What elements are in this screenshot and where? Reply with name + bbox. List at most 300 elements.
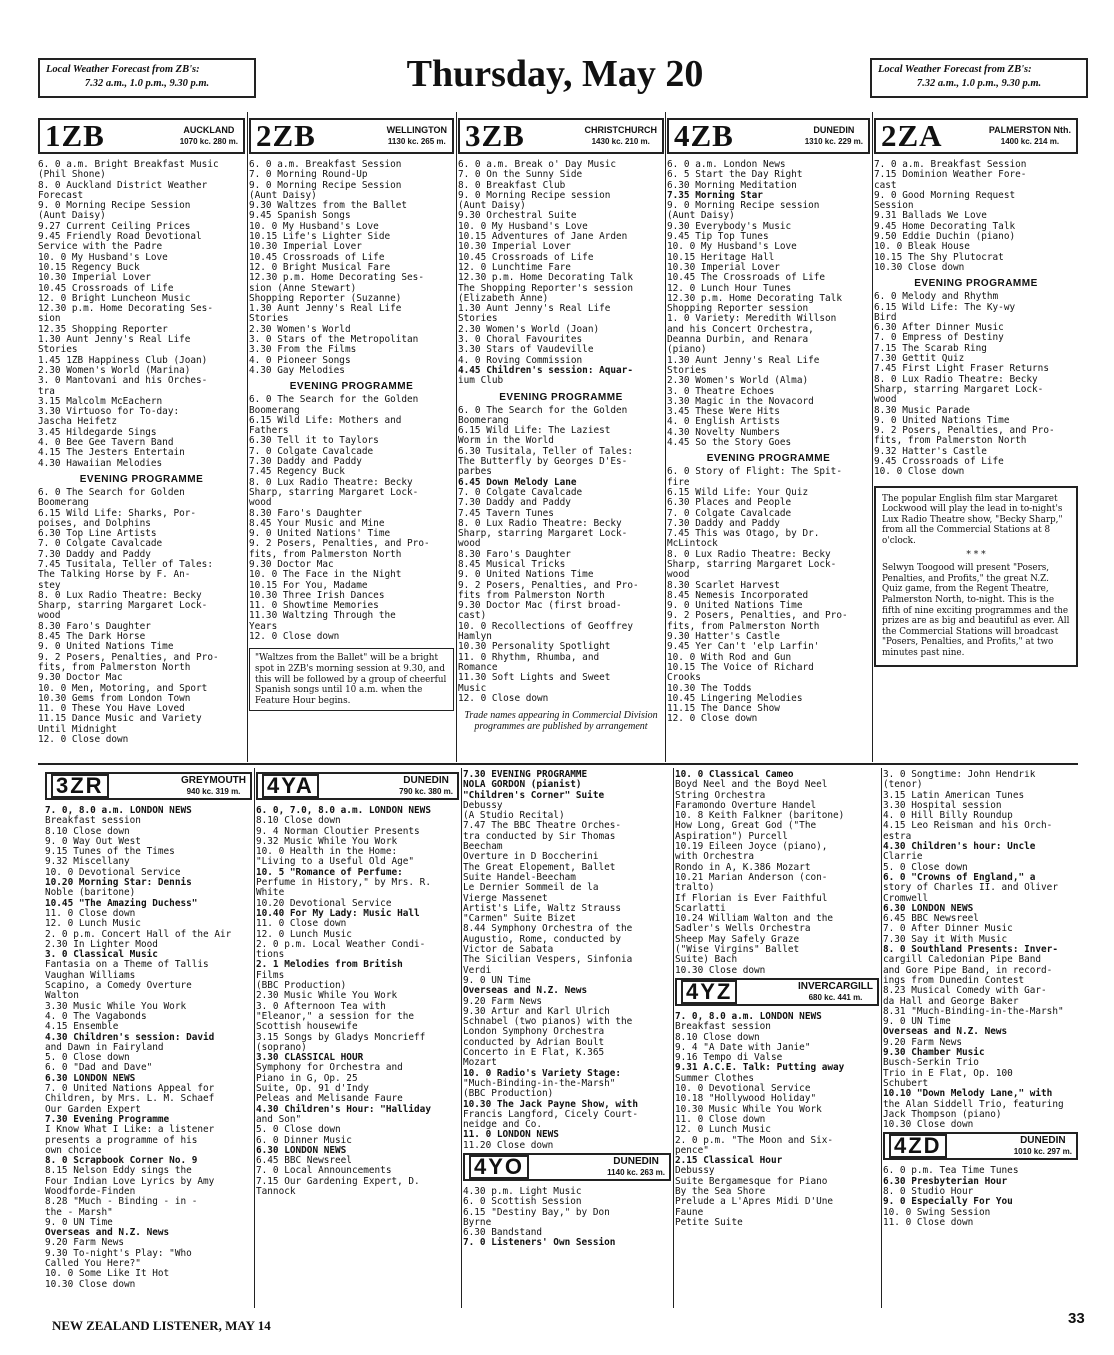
schedule-line: 7. 0 Local Announcements xyxy=(256,1165,392,1177)
schedule-line: 10.20 Morning Star: Dennis xyxy=(45,877,192,889)
schedule-line: 10.19 Eileen Joyce (piano), xyxy=(675,841,828,853)
schedule-line: Jascha Heifetz xyxy=(38,416,118,428)
schedule-line: Cromwell xyxy=(883,892,929,904)
schedule-line: 6. 0 p.m. Tea Time Tunes xyxy=(883,1165,1019,1177)
schedule-line: The Shopping Reporter's session xyxy=(458,282,633,294)
schedule-line: Jack Thompson (piano) xyxy=(883,1108,1002,1120)
schedule-line: 10.24 William Walton and the xyxy=(675,913,834,925)
schedule-line: ium Club xyxy=(458,375,504,387)
schedule-line: 6. 0 "Crowns of England," a xyxy=(883,871,1036,883)
schedule-line: 3. 0 Choral Favourites xyxy=(458,334,583,346)
schedule-line: 12.35 Shopping Reporter xyxy=(38,323,168,335)
schedule-line: 2. 0 p.m. Local Weather Condi- xyxy=(256,938,426,950)
schedule-line: 9.15 Tunes of the Times xyxy=(45,846,175,858)
schedule-line: 6.15 "Destiny Bay," by Don xyxy=(463,1206,610,1218)
schedule-line: Faramondo Overture Handel xyxy=(675,799,817,811)
schedule-line: 5. 0 Close down xyxy=(256,1124,341,1136)
weather-forecast-box-left xyxy=(38,58,256,98)
schedule-line: 9. 0 United Nations Time xyxy=(874,414,1010,426)
schedule-line: 6.30 Bandstand xyxy=(463,1227,543,1239)
schedule-line: 12. 0 Lunch Music xyxy=(256,928,352,940)
schedule-line: fits, from Palmerston North xyxy=(667,620,820,632)
schedule-line: 6. 5 Start the Day Right xyxy=(667,169,803,181)
schedule-line: 10.45 Crossroads of Life xyxy=(38,282,174,294)
schedule-line: tra conducted by Sir Thomas xyxy=(463,830,616,842)
schedule-line: 8.45 The Dark Horse xyxy=(38,631,146,643)
schedule-line: Suite Bergamesque for Piano xyxy=(675,1175,828,1187)
schedule-line: 7.15 Our Gardening Expert, D. xyxy=(256,1175,420,1187)
schedule-line: 2.15 Classical Hour xyxy=(675,1155,783,1167)
schedule-line: 4.45 So the Story Goes xyxy=(667,437,792,449)
schedule-line: 10.30 Imperial Lover xyxy=(667,261,780,273)
schedule-line: 6. 0 a.m. London News xyxy=(667,159,786,170)
schedule-line: 12.30 p.m. Home Decorating Talk xyxy=(667,292,842,304)
schedule-line: 1.30 Aunt Jenny's Real Life xyxy=(667,354,820,366)
station-frequency: 1400 kc. 214 m. xyxy=(1000,137,1060,146)
schedule-line: Romance xyxy=(458,661,498,673)
schedule-line: 10. 0 Bleak House xyxy=(874,241,970,253)
schedule-line: Breakfast session xyxy=(45,815,141,827)
schedule-line: 9. 0 Morning Recipe session xyxy=(458,189,611,201)
schedule-line: 6.45 BBC Newsreel xyxy=(883,913,979,925)
station-header-2zb xyxy=(249,118,454,154)
schedule-line: Sharp, starring Margaret Lock- xyxy=(249,486,419,498)
schedule-line: fits from Palmerston North xyxy=(458,589,605,601)
schedule-line: 10.15 Adventures of Jane Arden xyxy=(458,231,628,243)
schedule-line: 10. 0 Classical Cameo xyxy=(675,770,794,780)
station-column-2zb xyxy=(249,118,454,760)
schedule-line: 7. 0 After Dinner Music xyxy=(883,923,1013,935)
station-frequency: 1430 kc. 210 m. xyxy=(591,137,650,146)
schedule-line: Debussy xyxy=(675,1165,715,1177)
schedule-line: 4.30 Gay Melodies xyxy=(249,364,345,376)
schedule-line: 6. 0 Story of Flight: The Spit- xyxy=(667,466,842,478)
station-city: DUNEDIN xyxy=(1020,1135,1066,1147)
schedule-line: wood xyxy=(874,394,897,406)
schedule-line: 10. 0 Health in the Home: xyxy=(256,846,398,858)
schedule-line: Suite, Op. 91 d'Indy xyxy=(256,1083,369,1095)
schedule-line: 11.20 Close down xyxy=(463,1139,554,1151)
schedule-line: By the Sea Shore xyxy=(675,1185,766,1197)
station-city-block xyxy=(180,125,238,147)
schedule-line: ("Wise Virgins" Ballet xyxy=(675,944,800,956)
schedule-line: Sharp, starring Margaret Lock- xyxy=(667,558,837,570)
schedule-line: 6.15 Wild Life: The Laziest xyxy=(458,425,611,437)
schedule-line: 12. 0 Close down xyxy=(667,713,758,725)
schedule-line: (Aunt Daisy) xyxy=(38,210,106,222)
schedule-line: 9. 0 United Nations' Time xyxy=(249,528,391,540)
schedule-line: 10.30 Close down xyxy=(675,964,766,976)
schedule-line: 12. 0 Lunch Hour Tunes xyxy=(667,282,792,294)
schedule-line: 7.45 Tusitala, Teller of Tales: xyxy=(38,558,213,570)
schedule-line: 10.30 Gems from London Town xyxy=(38,692,191,704)
schedule-line: tralto) xyxy=(675,882,715,894)
schedule-line: 7.15 The Scarab Ring xyxy=(874,342,987,354)
schedule-line: 7.45 First Light Fraser Returns xyxy=(874,363,1049,375)
schedule-line: fits, from Palmerston North xyxy=(38,661,191,673)
schedule-line: tra xyxy=(38,385,55,397)
feature-note-lockwood: The popular English film star Margaret Lockwood will play the lead in to-night's Lux Radio Theatre show, "Becky Sharp," from all the Commercial Stations at 8 o'clock. xyxy=(882,493,1063,546)
schedule-line: 3.15 Latin American Tunes xyxy=(883,789,1025,801)
schedule-line: 8.45 Nemesis Incorporated xyxy=(667,589,809,601)
station-header-4yo xyxy=(463,1153,671,1181)
schedule-line: 7.30 Daddy and Paddy xyxy=(458,497,571,509)
schedule-line: 10. 0 My Husband's Love xyxy=(458,220,588,232)
schedule-line: Sharp, starring Margaret Lock- xyxy=(38,600,208,612)
schedule-line: Noble (baritone) xyxy=(45,887,136,899)
schedule-line: Forecast xyxy=(38,189,84,201)
schedule-line: 2. 0 p.m. "The Moon and Six- xyxy=(675,1134,834,1146)
schedule-line: Service with the Padre xyxy=(38,241,163,253)
schedule-line: Until Midnight xyxy=(38,723,118,735)
schedule-line: 7. 0 Colgate Cavalcade xyxy=(458,486,583,498)
schedule-line: Session xyxy=(874,200,914,212)
schedule-line: 9.30 Doctor Mac xyxy=(38,672,123,684)
page-number: 33 xyxy=(1068,1310,1085,1327)
station-column-2za xyxy=(874,118,1078,760)
schedule-line: and Son" xyxy=(256,1113,302,1125)
station-city: CHRISTCHURCH xyxy=(584,125,657,135)
schedule-line: 11. 0 Close down xyxy=(45,907,136,919)
schedule-line: Suite) Bach xyxy=(675,954,738,966)
station-call-sign: 4ZB xyxy=(674,118,734,153)
schedule-line: Perfume in History," by Mrs. R. xyxy=(256,877,431,889)
schedule-line: 10.30 Imperial Lover xyxy=(458,241,571,253)
schedule-line: 10. 0 Swing Session xyxy=(883,1206,991,1218)
schedule-line: 10.10 "Down Melody Lane," with xyxy=(883,1088,1053,1100)
schedule-line: Rondo in A, K.386 Mozart xyxy=(675,861,811,873)
schedule-line: 12. 0 Close down xyxy=(458,692,549,704)
schedule-line: Faune xyxy=(675,1206,704,1218)
schedule-line: 10.30 Imperial Lover xyxy=(38,272,151,284)
schedule-line: 9.45 Friendly Road Devotional xyxy=(38,231,202,243)
station-call-sign: 2ZB xyxy=(256,118,316,153)
schedule-line: 9. 2 Posers, Penalties, and Pro- xyxy=(249,538,430,550)
schedule-line: 10.30 Close down xyxy=(45,1278,136,1290)
station-city-block xyxy=(585,125,658,147)
schedule-line: 11. 0 Rhythm, Rhumba, and xyxy=(458,651,600,663)
station-city-block xyxy=(607,1156,665,1178)
schedule-line: (Phil Shone) xyxy=(38,169,106,181)
station-call-sign: 3ZB xyxy=(465,118,525,153)
schedule-line: pence" xyxy=(675,1144,709,1156)
schedule-line: 12.30 p.m. Home Decorating Talk xyxy=(458,272,633,284)
schedule-line: fire xyxy=(667,476,690,488)
schedule-line: 10. 0 With Rod and Gun xyxy=(667,651,792,663)
schedule-line: 9. 0 United Nations Time xyxy=(458,569,594,581)
schedule-line: Our Garden Expert xyxy=(45,1103,141,1115)
schedule-line: Aspiration") Purcell xyxy=(675,830,788,842)
schedule-line: 1. 0 Variety: Meredith Willson xyxy=(667,313,837,325)
schedule-line: 10.40 For My Lady: Music Hall xyxy=(256,907,420,919)
station-call-sign: 4YO xyxy=(469,1155,529,1179)
schedule-line: 9.30 Hatter's Castle xyxy=(667,631,780,643)
schedule-line: If Florian is Ever Faithful xyxy=(675,892,828,904)
schedule-line: Music xyxy=(458,682,487,694)
schedule-line: London Symphony Orchestra xyxy=(463,1026,605,1038)
schedule-line: cast xyxy=(874,179,897,191)
schedule-line: 11. 0 Close down xyxy=(256,918,347,930)
schedule-line: 8.30 Faro's Daughter xyxy=(458,548,571,560)
schedule-line: cargill Caledonian Pipe Band xyxy=(883,954,1042,966)
schedule-line: 9.30 Everybody's Music xyxy=(667,220,792,232)
station-column-4ya-late-4yz xyxy=(675,770,879,1310)
schedule-line: Verdi xyxy=(463,964,492,976)
schedule-line: Sharp, starring Margaret Lock- xyxy=(458,528,628,540)
schedule-line: 4.30 Children's hour: Uncle xyxy=(883,841,1036,853)
schedule-line: with Orchestra xyxy=(675,851,755,863)
evening-programme-heading: EVENING PROGRAMME xyxy=(914,278,1038,290)
schedule-line: 6. 0 The Search for the Golden xyxy=(458,404,628,416)
schedule-line: 11.30 Soft Lights and Sweet xyxy=(458,672,611,684)
schedule-line: McLintock xyxy=(667,538,718,550)
schedule-line: 6. 0 Scottish Session xyxy=(463,1196,582,1208)
evening-programme-heading: EVENING PROGRAMME xyxy=(79,473,204,485)
schedule-line: 7. 0 Empress of Destiny xyxy=(874,332,1004,344)
station-city-block xyxy=(399,775,453,797)
schedule-line: 3. 0 Theatre Echoes xyxy=(667,385,775,397)
schedule-line: 7. 0, 8.0 a.m. LONDON NEWS xyxy=(675,1010,822,1022)
station-header-4zd xyxy=(883,1132,1078,1160)
schedule-line: Tannock xyxy=(256,1185,296,1197)
schedule-line: 10.45 Crossroads of Life xyxy=(458,251,594,263)
schedule-line: estra xyxy=(883,830,912,842)
schedule-line: 7. 0 On the Sunny Side xyxy=(458,169,583,181)
schedule-line: 7.15 Dominion Weather Fore- xyxy=(874,169,1027,181)
schedule-line: 9.30 Doctor Mac (first broad- xyxy=(458,600,622,612)
schedule-line: 7. 0 a.m. Breakfast Session xyxy=(874,159,1027,170)
schedule-line: 9. 2 Posers, Penalties, and Pro- xyxy=(458,579,639,591)
schedule-line: 2. 1 Melodies from British xyxy=(256,959,403,971)
schedule-line: 10.30 Imperial Lover xyxy=(249,241,362,253)
schedule-line: 6.30 Places and People xyxy=(667,497,792,509)
schedule-line: I Know What I Like: a listener xyxy=(45,1124,215,1136)
schedule-line: 8.45 Your Music and Mine xyxy=(249,517,385,529)
schedule-line: cast) xyxy=(458,610,487,622)
schedule-line: 6.30 Top Line Artists xyxy=(38,528,157,540)
schedule-line: 9.27 Current Ceiling Prices xyxy=(38,220,191,232)
schedule-line: the Alan Siddell Trio, featuring xyxy=(883,1098,1064,1110)
schedule-line: Symphony for Orchestra and xyxy=(256,1062,403,1074)
schedule-line: The Sicilian Vespers, Sinfonia xyxy=(463,954,633,966)
station-column-3zr xyxy=(45,770,252,1310)
schedule-line: 10.15 The Voice of Richard xyxy=(667,661,814,673)
schedule-line: 7. 0 United Nations Appeal for xyxy=(45,1083,215,1095)
schedule-line: NOLA GORDON (pianist) xyxy=(463,779,582,791)
schedule-line: 8.30 Faro's Daughter xyxy=(249,507,362,519)
schedule-line: 3. 0 Songtime: John Hendrik xyxy=(883,770,1036,780)
schedule-line: 9.45 Home Decorating Talk xyxy=(874,220,1016,232)
schedule-line: 9. 0 Way Out West xyxy=(45,835,141,847)
station-city: PALMERSTON Nth. xyxy=(988,125,1071,135)
schedule-line: 3.30 Virtuoso for To-day: xyxy=(38,406,180,418)
schedule-line: 9. 4 "A Date with Janie" xyxy=(675,1041,811,1053)
schedule-line: and his Concert Orchestra, xyxy=(667,323,814,335)
schedule-line: 4. 0 Hill Billy Roundup xyxy=(883,810,1013,822)
schedule-line: 9.45 Yer Can't 'elp Larfin' xyxy=(667,641,820,653)
station-header-1zb xyxy=(38,118,245,154)
schedule-line: 8.44 Symphony Orchestra of the xyxy=(463,923,633,935)
schedule-line: Overseas and N.Z. News xyxy=(45,1227,170,1239)
schedule-line: 4. 0 Roving Commission xyxy=(458,354,583,366)
schedule-line: 9.31 Ballads We Love xyxy=(874,210,987,222)
schedule-line: neidge and Co. xyxy=(463,1119,543,1131)
schedule-line: conducted by Adrian Boult xyxy=(463,1036,605,1048)
schedule-line: Stories xyxy=(249,313,289,325)
schedule-line: 9. 0 Good Morning Request xyxy=(874,189,1016,201)
schedule-line: (Elizabeth Anne) xyxy=(458,292,549,304)
schedule-line: Stories xyxy=(458,313,498,325)
schedule-line: 11.15 The Dance Show xyxy=(667,703,780,715)
schedule-line: wood xyxy=(249,497,272,509)
schedule-line: 2.30 Women's World (Alma) xyxy=(667,375,809,387)
schedule-line: 7.45 Tavern Tunes xyxy=(458,507,554,519)
schedule-line: 6.30 After Dinner Music xyxy=(874,322,1004,334)
schedule-line: 6.30 Morning Meditation xyxy=(667,179,797,191)
schedule-line: Stories xyxy=(38,344,78,356)
schedule-line: 1.30 Aunt Jenny's Real Life xyxy=(38,334,191,346)
schedule-line: 10.15 Life's Lighter Side xyxy=(249,231,391,243)
schedule-line: 10.30 Music While You Work xyxy=(675,1103,822,1115)
schedule-line: Schnabel (two pianos) with the xyxy=(463,1016,633,1028)
schedule-line: Busch-Serkin Trio xyxy=(883,1057,979,1069)
separator-stars: * * * xyxy=(966,549,986,560)
schedule-line: Overseas and N.Z. News xyxy=(463,985,588,997)
schedule-line: Four Indian Love Lyrics by Amy xyxy=(45,1175,215,1187)
station-city-block xyxy=(798,981,873,1003)
schedule-line: story of Charles II. and Oliver xyxy=(883,882,1058,894)
schedule-line: and Dawn in Fairyland xyxy=(45,1041,164,1053)
schedule-line: 5. 0 Close down xyxy=(883,861,968,873)
schedule-line: wood xyxy=(458,538,481,550)
station-call-sign: 1ZB xyxy=(45,118,105,153)
station-column-4zb xyxy=(667,118,870,760)
schedule-line: Hamlyn xyxy=(458,631,492,643)
schedule-line: 2.30 Women's World (Marina) xyxy=(38,364,191,376)
schedule-line: 2. 0 p.m. Concert Hall of the Air xyxy=(45,928,232,940)
schedule-line: 9.20 Farm News xyxy=(463,995,543,1007)
schedule-line: 9.45 Tip Top Tunes xyxy=(667,231,769,243)
schedule-line: "Children's Corner" Suite xyxy=(463,789,605,801)
schedule-line: "Much-Binding-in-the-Marsh" xyxy=(463,1077,616,1089)
schedule-line: (A Studio Recital) xyxy=(463,810,565,822)
station-column-4yz-late-4zd xyxy=(883,770,1078,1310)
schedule-line: 10. 0 My Husband's Love xyxy=(249,220,379,232)
schedule-line: 12. 0 Bright Luncheon Music xyxy=(38,292,191,304)
schedule-line: Suite Handel-Beecham xyxy=(463,871,576,883)
schedule-line: 9. 2 Posers, Penalties, and Pro- xyxy=(667,610,848,622)
station-frequency: 1070 kc. 280 m. xyxy=(179,137,238,146)
schedule-line: "Carmen" Suite Bizet xyxy=(463,913,576,925)
schedule-line: 8.10 Close down xyxy=(256,815,341,827)
schedule-line: 9.30 Doctor Mac xyxy=(249,558,334,570)
schedule-line: 6.15 Wild Life: Sharks, Por- xyxy=(38,507,197,519)
schedule-line: 6.30 LONDON NEWS xyxy=(256,1144,347,1156)
schedule-line: Boomerang xyxy=(38,497,89,509)
schedule-line: Piano in G, Op. 25 xyxy=(256,1072,358,1084)
station-call-sign: 2ZA xyxy=(881,118,943,153)
schedule-line: 10. 0 My Husband's Love xyxy=(38,251,168,263)
schedule-line: sion xyxy=(38,313,61,325)
station-note: "Waltzes from the Ballet" will be a bright spot in 2ZB's morning session at 9.30, and this will be followed by a group of cheerful Spanish songs until 10 a.m. when the Feature Hour begins. xyxy=(249,648,454,711)
station-note: Trade names appearing in Commercial Division programmes are published by arrangement xyxy=(464,710,658,733)
schedule-line: wood xyxy=(667,569,690,581)
schedule-line: 8.28 "Much - Binding - in - xyxy=(45,1196,198,1208)
schedule-line: 8.31 "Much-Binding-in-the-Marsh" xyxy=(883,1005,1064,1017)
schedule-line: 4. 0 English Artists xyxy=(667,416,780,428)
schedule-line: 8.23 Musical Comedy with Gar- xyxy=(883,985,1047,997)
schedule-line: 9.32 Miscellany xyxy=(45,856,130,868)
station-city: DUNEDIN xyxy=(403,775,449,786)
schedule-line: Prelude a L'Apres Midi D'Une xyxy=(675,1196,834,1208)
schedule-line: (Aunt Daisy) xyxy=(667,210,735,222)
schedule-line: Shopping Reporter session xyxy=(667,303,809,315)
schedule-line: 7.30 Daddy and Paddy xyxy=(667,517,780,529)
schedule-line: 9.30 Chamber Music xyxy=(883,1047,985,1059)
station-city: DUNEDIN xyxy=(813,125,855,135)
schedule-line: 8. 0 Scrapbook Corner No. 9 xyxy=(45,1155,198,1167)
schedule-line: Sadler's Wells Orchestra xyxy=(675,923,811,935)
schedule-line: 4.15 The Jesters Entertain xyxy=(38,447,185,459)
schedule-line: "Living to a Useful Old Age" xyxy=(256,856,415,868)
schedule-line: 9. 0 Morning Recipe session xyxy=(667,200,820,212)
schedule-line: (soprano) xyxy=(256,1041,307,1053)
schedule-line: Clarrie xyxy=(883,851,923,863)
schedule-line: 10.15 The Shy Plutocrat xyxy=(874,251,1004,263)
station-call-sign: 4YA xyxy=(262,774,319,798)
schedule-line: 12. 0 Close down xyxy=(38,734,129,746)
schedule-line: 10. 8 Keith Falkner (baritone) xyxy=(675,810,845,822)
schedule-line: 3.30 CLASSICAL HOUR xyxy=(256,1052,364,1064)
schedule-line: 10. 5 "Romance of Perfume: xyxy=(256,866,403,878)
schedule-line: 6.45 BBC Newsreel xyxy=(256,1155,352,1167)
schedule-line: The Talking Horse by F. An- xyxy=(38,569,191,581)
schedule-line: 8. 0 Breakfast Club xyxy=(458,179,566,191)
schedule-line: 8. 0 Lux Radio Theatre: Becky xyxy=(249,476,413,488)
station-column-4ya xyxy=(256,770,459,1310)
schedule-line: 9.32 Hatter's Castle xyxy=(874,445,987,457)
schedule-line: 10.15 Regency Buck xyxy=(38,261,140,273)
schedule-line: 7. 0 Listeners' Own Session xyxy=(463,1237,616,1249)
schedule-line: 8.45 Musical Tricks xyxy=(458,558,566,570)
schedule-line: 1.45 1ZB Happiness Club (Joan) xyxy=(38,354,208,366)
schedule-line: 4.15 Leo Reisman and his Orch- xyxy=(883,820,1053,832)
schedule-line: Years xyxy=(249,620,278,632)
schedule-line: 9.45 Spanish Songs xyxy=(249,210,351,222)
schedule-line: 8. 0 Auckland District Weather xyxy=(38,179,208,191)
schedule-line: "Eleanor," a session for the xyxy=(256,1010,415,1022)
schedule-line: 7.30 Daddy and Paddy xyxy=(38,548,151,560)
schedule-line: (Aunt Daisy) xyxy=(458,200,526,212)
station-city-block xyxy=(805,125,863,147)
weather-forecast-times: 7.32 a.m., 1.0 p.m., 9.30 p.m. xyxy=(916,78,1042,89)
schedule-line: 9.20 Farm News xyxy=(883,1036,963,1048)
feature-notes-box xyxy=(874,486,1078,667)
schedule-line: Beecham xyxy=(463,841,503,853)
schedule-line: 3.15 Malcolm McEachern xyxy=(38,395,163,407)
schedule-line: 12.30 p.m. Home Decorating Ses- xyxy=(249,272,424,284)
schedule-line: 7. 0 Colgate Cavalcade xyxy=(38,538,163,550)
schedule-line: 6.30 Tusitala, Teller of Tales: xyxy=(458,445,633,457)
schedule-line: 3. 0 Mantovani and his Orches- xyxy=(38,375,208,387)
schedule-line: 11.30 Waltzing Through the xyxy=(249,610,396,622)
schedule-line: Deanna Durbin, and Renara xyxy=(667,334,809,346)
schedule-line: 6.30 LONDON NEWS xyxy=(45,1072,136,1084)
station-call-sign: 3ZR xyxy=(51,774,109,798)
schedule-line: fits, from Palmerston North xyxy=(874,435,1027,447)
schedule-line: 9.30 Waltzes from the Ballet xyxy=(249,200,408,212)
schedule-line: 10.18 "Hollywood Holiday" xyxy=(675,1093,817,1105)
